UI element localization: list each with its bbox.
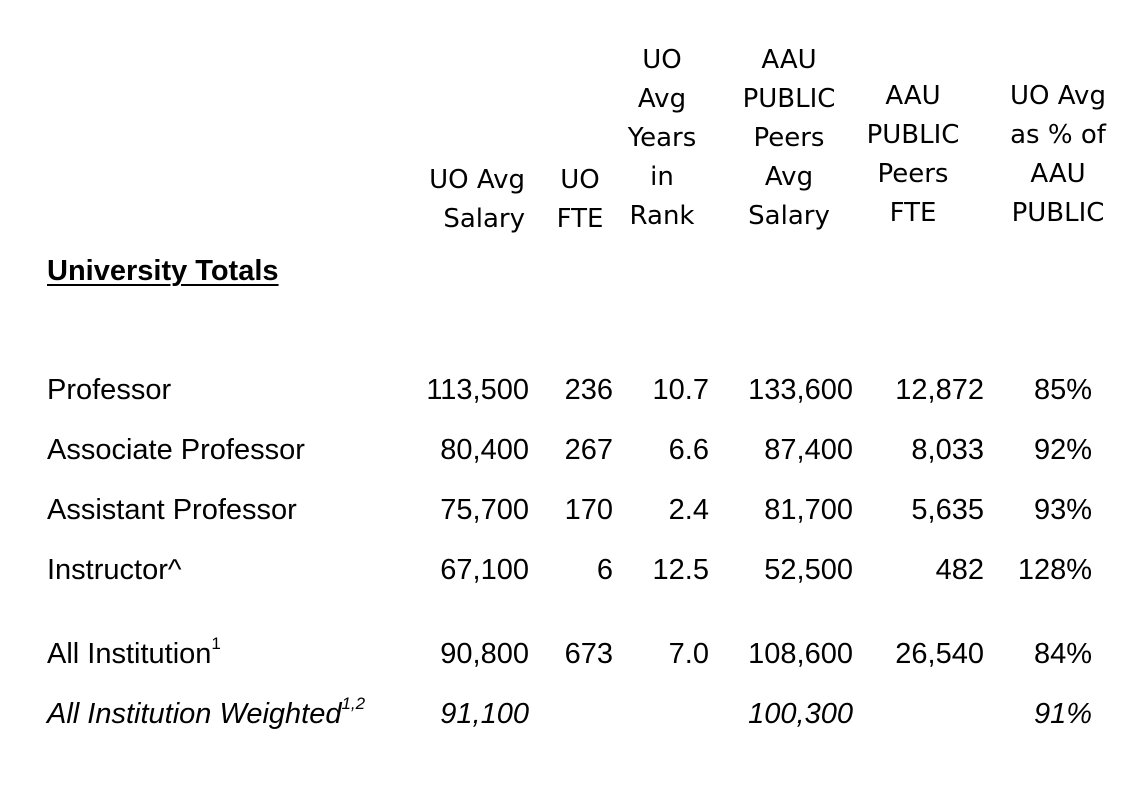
header-uo-pct-of-aau (1000, 77, 1116, 233)
aau-avg-salary-cell: 133,600 (748, 374, 853, 406)
aau-avg-salary-cell: 87,400 (764, 434, 853, 466)
header-line: UO Avg (429, 165, 525, 195)
header-line: Salary (748, 201, 830, 231)
header-line: AAU (1030, 159, 1086, 189)
header-line: UO (560, 165, 600, 195)
table-row (0, 434, 1134, 474)
aau-avg-salary-cell: 100,300 (748, 698, 853, 730)
row-label-text: Associate Professor (47, 434, 305, 466)
aau-avg-salary-cell: 108,600 (748, 638, 853, 670)
uo-avg-salary-cell: 67,100 (440, 554, 529, 586)
uo-avg-salary-cell: 91,100 (440, 698, 529, 730)
header-aau-public-avg-salary (728, 41, 850, 236)
uo-fte-cell: 170 (564, 494, 613, 526)
uo-pct-cell: 84% (1033, 638, 1092, 670)
uo-avg-salary-cell: 75,700 (440, 494, 529, 526)
header-line: as % of (1010, 120, 1106, 150)
uo-fte-cell: 673 (564, 638, 613, 670)
header-line: PUBLIC (866, 120, 960, 150)
header-line: UO Avg (1010, 81, 1106, 111)
header-line: UO (642, 45, 682, 75)
header-aau-public-fte (858, 77, 968, 233)
uo-avg-salary-cell: 90,800 (440, 638, 529, 670)
row-label (47, 494, 297, 527)
header-uo-avg-salary (400, 161, 525, 239)
uo-fte-cell: 236 (564, 374, 613, 406)
table-row (0, 694, 1134, 738)
uo-pct-cell: 128% (1017, 554, 1092, 586)
header-uo-fte (548, 161, 612, 239)
uo-pct-cell: 93% (1033, 494, 1092, 526)
uo-avg-salary-cell: 80,400 (440, 434, 529, 466)
aau-fte-cell: 12,872 (895, 374, 984, 406)
aau-fte-cell: 482 (935, 554, 984, 586)
aau-fte-cell: 8,033 (911, 434, 984, 466)
row-label-text: All Institution (47, 638, 212, 670)
header-line: Rank (629, 201, 695, 231)
aau-avg-salary-cell: 52,500 (764, 554, 853, 586)
header-line: AAU (885, 81, 941, 111)
uo-pct-cell: 85% (1033, 374, 1092, 406)
header-line: FTE (889, 198, 937, 228)
table-row (0, 554, 1134, 594)
uo-fte-cell: 267 (564, 434, 613, 466)
row-label-text: Instructor^ (47, 554, 182, 586)
header-uo-years-in-rank (612, 41, 712, 236)
years-in-rank-cell: 7.0 (668, 638, 709, 670)
header-line: FTE (556, 204, 604, 234)
row-label (47, 434, 305, 467)
aau-avg-salary-cell: 81,700 (764, 494, 853, 526)
footnote-marker: 1,2 (341, 694, 366, 713)
row-label (47, 694, 366, 731)
years-in-rank-cell: 10.7 (652, 374, 709, 406)
aau-fte-cell: 26,540 (895, 638, 984, 670)
uo-fte-cell: 6 (596, 554, 613, 586)
years-in-rank-cell: 2.4 (668, 494, 709, 526)
header-line: Peers (877, 159, 949, 189)
header-line: Years (627, 123, 697, 153)
header-line: Avg (764, 162, 814, 192)
row-label-text: Assistant Professor (47, 494, 297, 526)
header-line: AAU (761, 45, 817, 75)
row-label-text: All Institution Weighted (47, 698, 342, 730)
row-label-text: Professor (47, 374, 172, 406)
uo-pct-cell: 92% (1033, 434, 1092, 466)
row-label (47, 374, 171, 407)
years-in-rank-cell: 6.6 (668, 434, 709, 466)
uo-pct-cell: 91% (1033, 698, 1092, 730)
years-in-rank-cell: 12.5 (652, 554, 709, 586)
header-line: in (650, 162, 674, 192)
table-row (0, 634, 1134, 678)
row-label (47, 634, 221, 671)
table-row (0, 494, 1134, 534)
row-label (47, 554, 181, 587)
aau-fte-cell: 5,635 (911, 494, 984, 526)
section-title: University Totals (47, 255, 279, 287)
uo-avg-salary-cell: 113,500 (426, 374, 529, 406)
header-line: Peers (753, 123, 825, 153)
footnote-marker: 1 (211, 634, 221, 653)
table-row (0, 374, 1134, 414)
header-line: Avg (637, 84, 687, 114)
header-line: Salary (443, 204, 525, 234)
header-line: PUBLIC (1011, 198, 1105, 228)
header-line: PUBLIC (742, 84, 836, 114)
